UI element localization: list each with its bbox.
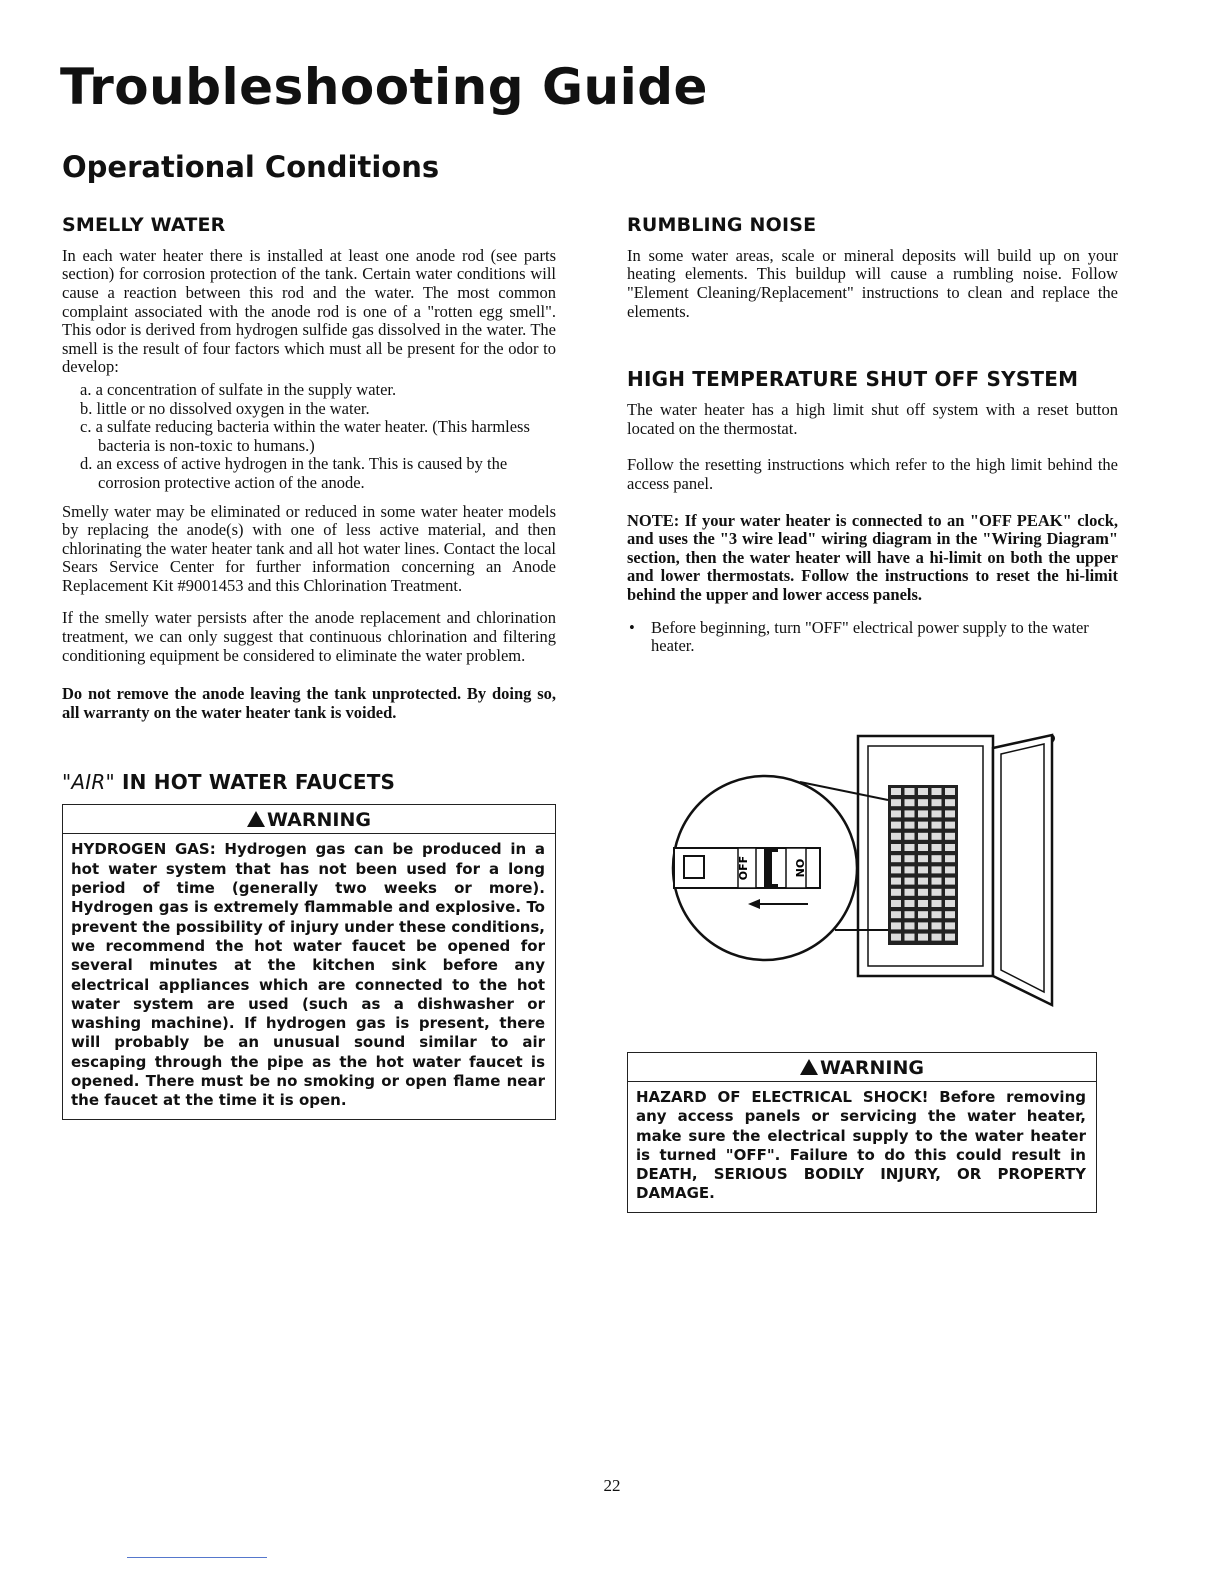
on-label: ON — [793, 858, 806, 878]
list-item: d. an excess of active hydrogen in the tank. This is caused by the corrosion protective action of the anode. — [80, 454, 508, 492]
power-off-bullets — [627, 619, 1118, 656]
breaker-switch — [932, 810, 942, 817]
breaker-switch — [905, 855, 915, 862]
high-temp-para1: The water heater has a high limit shut off system with a reset button located on the thermostat. — [627, 400, 1118, 438]
high-temp-section — [627, 367, 1118, 656]
warning-label: WARNING — [267, 809, 371, 832]
high-temp-para2: Follow the resetting instructions which refer to the high limit behind the access panel. — [627, 455, 1118, 493]
warning-triangle-icon — [247, 811, 265, 827]
breaker-switch — [945, 810, 955, 817]
list-item: a. a concentration of sulfate in the supply water. — [80, 379, 397, 399]
breaker-switch — [945, 844, 955, 851]
breaker-switch — [905, 900, 915, 907]
breaker-switch — [932, 822, 942, 829]
breaker-switch — [905, 844, 915, 851]
anode-replacement-paragraph: Smelly water may be eliminated or reduced in some water heater models by replacing the anode(s) with one of less active material, and then chlorinating the water heater tank and all hot water lines. Contact the local Sears Service Center for further information concerning an Anode Replacement Kit #9001453 and this Chlorination Treatment. — [62, 501, 556, 595]
breaker-switch — [905, 822, 915, 829]
breaker-switch — [891, 822, 901, 829]
air-faucets-section — [62, 770, 556, 1119]
off-label: OFF — [737, 855, 750, 881]
breaker-switch — [918, 878, 928, 885]
breaker-switch — [891, 833, 901, 840]
page-subtitle: Operational Conditions — [62, 150, 440, 184]
breaker-switch — [891, 810, 901, 817]
breaker-panel-figure — [660, 730, 1070, 1015]
air-heading-italic: "AIR" — [62, 770, 115, 795]
breaker-switch — [932, 878, 942, 885]
breaker-switch — [918, 810, 928, 817]
breaker-switch — [945, 788, 955, 795]
breaker-switch — [905, 934, 915, 941]
breaker-switch — [945, 822, 955, 829]
breaker-switch — [945, 922, 955, 929]
warning-triangle-icon — [800, 1059, 818, 1075]
smelly-water-heading: SMELLY WATER — [62, 214, 226, 236]
breaker-switch — [945, 855, 955, 862]
warning-header — [628, 1055, 1096, 1082]
breaker-switch — [932, 934, 942, 941]
breaker-panel-illustration — [660, 730, 1070, 1015]
breaker-switch — [932, 911, 942, 918]
smelly-water-intro: In each water heater there is installed at least one anode rod (see parts section) for corrosion protection of the tank. Certain water conditions will cause a reaction between this rod and the water. The most common complaint associated with the anode rod is one of a "rotten egg smell". This odor is derived from hydrogen sulfide gas dissolved in the water. The smell is the result of four factors which must all be present for the odor to develop: — [62, 245, 556, 377]
list-item: • Before beginning, turn "OFF" electrical power supply to the water heater. — [627, 619, 1118, 656]
breaker-switch — [945, 866, 955, 873]
breaker-switch — [905, 911, 915, 918]
breaker-switch — [918, 911, 928, 918]
breaker-switch — [905, 810, 915, 817]
breaker-switch — [891, 922, 901, 929]
breaker-switch — [932, 844, 942, 851]
warning-label: WARNING — [820, 1057, 924, 1079]
breaker-switch — [945, 900, 955, 907]
breaker-switch — [945, 911, 955, 918]
breaker-switch — [918, 900, 928, 907]
breaker-switch — [918, 922, 928, 929]
breaker-switch — [905, 889, 915, 896]
breaker-switch — [905, 799, 915, 806]
warning-header — [63, 807, 555, 834]
breaker-switch — [918, 822, 928, 829]
hydrogen-warning-text: HYDROGEN GAS: Hydrogen gas can be produced in a hot water system that has not been used for a long period of time (generally two weeks or more). Hydrogen gas is extremely flammable and explosive. To prevent the possibility of injury under these conditions, we recommend the hot water faucet be opened for several minutes at the kitchen sink before any electrical appliances which are connected to the hot water system are used (such as a dishwasher or washing machine). If hydrogen gas is present, there will probably be an unusual sound similar to air escaping through the pipe as the hot water faucet is opened. There must be no smoking or open flame near the faucet at the time it is open. — [71, 840, 545, 1110]
anode-warranty-note: Do not remove the anode leaving the tank unprotected. By doing so, all warranty on the water heater tank is voided. — [62, 684, 556, 722]
breaker-switch — [918, 788, 928, 795]
page-number: 22 — [603, 1476, 621, 1495]
breaker-switch — [932, 799, 942, 806]
breaker-switch — [945, 934, 955, 941]
breaker-switch — [932, 866, 942, 873]
breaker-switch — [932, 889, 942, 896]
breaker-switch — [945, 833, 955, 840]
breaker-switch — [891, 855, 901, 862]
breaker-switch — [891, 866, 901, 873]
breaker-switch — [891, 799, 901, 806]
off-peak-note: NOTE: If your water heater is connected to an "OFF PEAK" clock, and uses the "3 wire lead" wiring diagram in the "Wiring Diagram" section, then the water heater will have a hi-limit on both the upper and lower thermostats. Follow the instructions to reset the hi-limit behind the upper and lower access panels. — [627, 510, 1118, 604]
breaker-switch — [891, 900, 901, 907]
smelly-water-section — [62, 214, 556, 722]
breaker-switch — [905, 878, 915, 885]
breaker-switch — [932, 900, 942, 907]
breaker-switch — [918, 799, 928, 806]
odor-factors-list — [80, 381, 556, 493]
air-faucets-heading — [62, 770, 556, 794]
breaker-switch — [932, 922, 942, 929]
air-heading-rest: IN HOT WATER FAUCETS — [114, 770, 396, 795]
rumbling-noise-text: In some water areas, scale or mineral deposits will build up on your heating elements. This buildup will cause a rumbling noise. Follow "Element Cleaning/Replacement" instructions to clean and replace the elements. — [627, 245, 1118, 321]
breaker-switch — [891, 889, 901, 896]
footer-rule — [127, 1557, 267, 1558]
hydrogen-warning-box — [62, 804, 556, 1119]
breaker-switch — [918, 844, 928, 851]
electrical-warning-box — [627, 1052, 1097, 1213]
breaker-switch — [905, 922, 915, 929]
breaker-switch — [891, 844, 901, 851]
breaker-switch — [932, 833, 942, 840]
breaker-switch — [945, 889, 955, 896]
right-column — [627, 214, 1118, 656]
breaker-switch — [932, 855, 942, 862]
breaker-switch — [905, 788, 915, 795]
page-title: Troubleshooting Guide — [60, 58, 708, 116]
breaker-switch — [918, 833, 928, 840]
high-temp-heading: HIGH TEMPERATURE SHUT OFF SYSTEM — [627, 367, 1079, 392]
list-item: b. little or no dissolved oxygen in the water. — [80, 398, 370, 418]
breaker-switch — [891, 788, 901, 795]
list-item: c. a sulfate reducing bacteria within the water heater. (This harmless bacteria is non-toxic to humans.) — [80, 417, 530, 455]
rumbling-noise-section — [627, 214, 1118, 321]
electrical-warning-text: HAZARD OF ELECTRICAL SHOCK! Before removing any access panels or servicing the water heater, make sure the electrical supply to the water heater is turned "OFF". Failure to do this could result in DEATH, SERIOUS BODILY INJURY, OR PROPERTY DAMAGE. — [636, 1088, 1086, 1203]
breaker-switch — [905, 866, 915, 873]
left-column — [62, 214, 556, 1120]
rumbling-noise-heading: RUMBLING NOISE — [627, 214, 817, 236]
breaker-switch — [945, 878, 955, 885]
chlorination-paragraph: If the smelly water persists after the anode replacement and chlorination treatment, we can only suggest that continuous chlorination and filtering conditioning equipment be considered to eliminate the water problem. — [62, 608, 556, 665]
breaker-switch — [918, 889, 928, 896]
breaker-switch — [891, 911, 901, 918]
breaker-switch — [905, 833, 915, 840]
breaker-switch — [918, 934, 928, 941]
breaker-switch — [918, 866, 928, 873]
breaker-switch — [918, 855, 928, 862]
breaker-switch — [945, 799, 955, 806]
breaker-switch — [932, 788, 942, 795]
electrical-warning-container — [627, 1052, 1097, 1213]
breaker-switch — [891, 934, 901, 941]
breaker-switch — [891, 878, 901, 885]
